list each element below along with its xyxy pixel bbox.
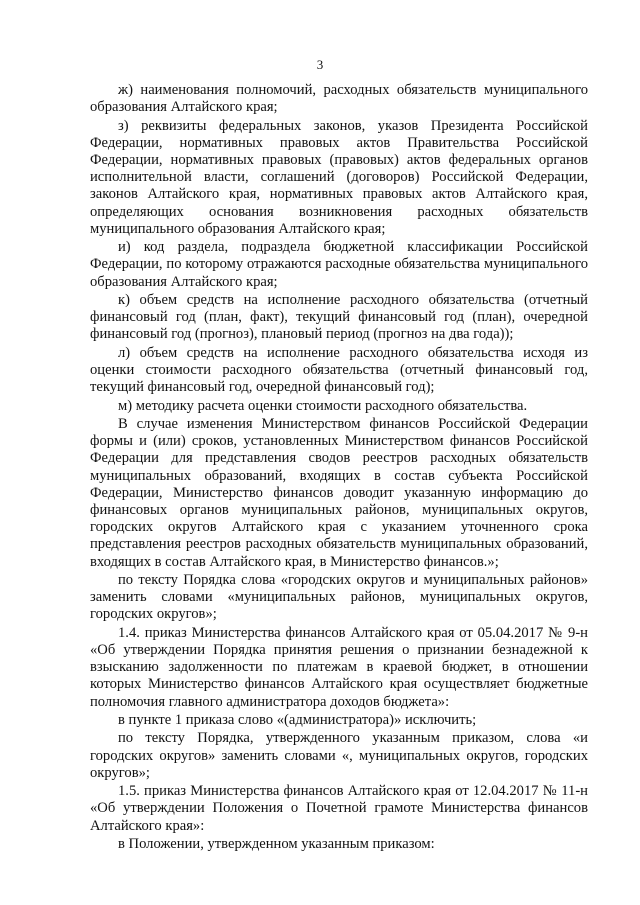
- paragraph-k: к) объем средств на исполнение расходного обязательства (отчетный финансовый год (план, факт), текущий финансовый год (план), очередной финансовый год (прогноз), плановый период (прогноз на два года));: [90, 292, 588, 343]
- paragraph-m: м) методику расчета оценки стоимости расходного обязательства.: [118, 397, 528, 414]
- paragraph-zh: ж) наименования полномочий, расходных обязательств муниципального образования Алтайского края;: [90, 82, 588, 116]
- paragraph-order-1-4: 1.4. приказ Министерства финансов Алтайского края от 05.04.2017 № 9-н «Об утверждении Порядка принятия решения о признании безнадежной к взысканию задолженности по платежам в краевой бюджет, в отношении которых Министерство финансов Алтайского края осуществляет бюджетные полномочия главного администратора доходов бюджета»:: [90, 624, 588, 710]
- paragraph-z: з) реквизиты федеральных законов, указов Президента Российской Федерации, нормативных правовых актов Правительства Российской Федерации, нормативных правовых (правовых) актов федеральных органов исполнительной власти, соглашений (договоров) Российской Федерации, законов Алтайского края, нормативных правовых актов Алтайского края, определяющих основания возникновения расходных обязательств муниципального образования Алтайского края;: [90, 117, 588, 237]
- page-number: 3: [316, 57, 324, 72]
- paragraph-l: л) объем средств на исполнение расходного обязательства исходя из оценки стоимости расходного обязательства (отчетный финансовый год, текущий финансовый год, очередной финансовый год);: [90, 344, 588, 396]
- document-body: [90, 82, 588, 854]
- paragraph-i: и) код раздела, подраздела бюджетной классификации Российской Федерации, по которому отражаются расходные обязательства муниципального образования Алтайского края;: [90, 239, 588, 290]
- paragraph-order-text: по тексту Порядка, утвержденного указанным приказом, слова «и городских округов» заменить словами «, муниципальных округов, городских округов»;: [90, 730, 588, 781]
- paragraph-regulation: в Положении, утвержденном указанным приказом:: [118, 835, 435, 852]
- paragraph-order-1-5: 1.5. приказ Министерства финансов Алтайского края от 12.04.2017 № 11-н «Об утверждении Положения о Почетной грамоте Министерства финансов Алтайского края»:: [90, 783, 588, 834]
- paragraph-text-replace: по тексту Порядка слова «городских округов и муниципальных районов» заменить словами «муниципальных районов, муниципальных округов, городских округов»;: [90, 572, 588, 623]
- paragraph-point-1: в пункте 1 приказа слово «(администратора)» исключить;: [118, 712, 477, 728]
- paragraph-form-change: В случае изменения Министерством финансов Российской Федерации формы и (или) сроков, установленных Министерством финансов Российской Федерации для представления сводов реестров расходных обязательств муниципальных образований, входящих в состав субъекта Российской Федерации, Министерство финансов доводит указанную информацию до финансовых органов муниципальных районов, муниципальных округов, городских округов Алтайского края с указанием уточненного срока представления реестров расходных обязательств муниципальных образований, входящих в состав Алтайского края, в Министерство финансов.»;: [90, 415, 588, 570]
